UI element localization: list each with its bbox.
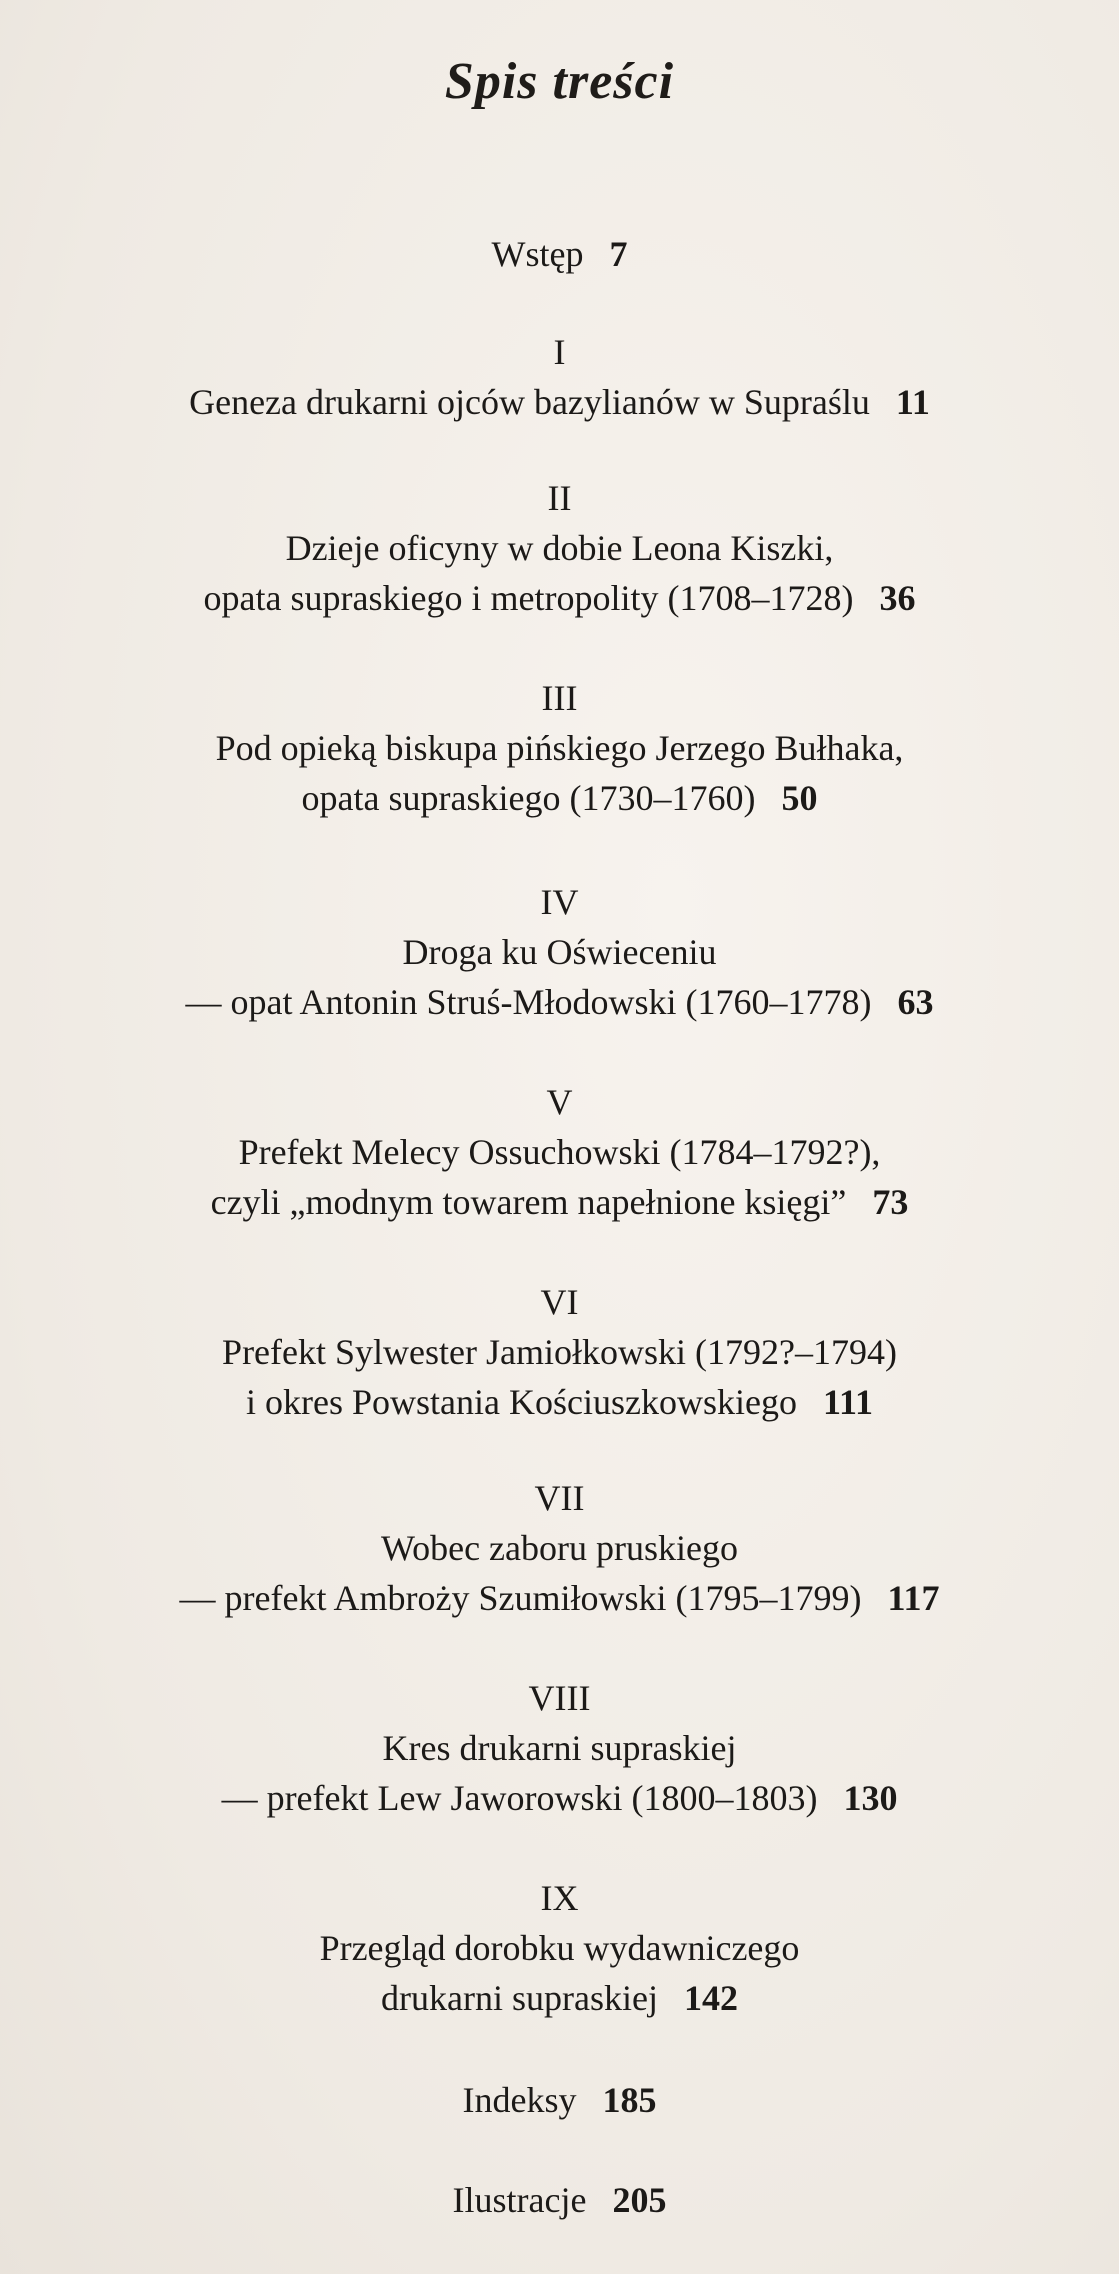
page-number: 142 (683, 1978, 738, 2018)
toc-entry-8 (0, 1776, 1119, 1820)
toc-entry-wstep (0, 232, 1119, 276)
toc-entry-1 (0, 380, 1119, 424)
entry-line-1: Dzieje oficyny w dobie Leona Kiszki, (285, 528, 834, 568)
entry-line-1: Prefekt Melecy Ossuchowski (1784–1792?), (238, 1132, 881, 1172)
entry-line-1: Kres drukarni supraskiej (382, 1728, 737, 1768)
toc-entry-3 (0, 776, 1119, 820)
entry-label: Ilustracje (452, 2180, 587, 2220)
entry-label: — prefekt Ambroży Szumiłowski (1795–1799) (179, 1578, 862, 1618)
entry-label: drukarni supraskiej (381, 1978, 658, 2018)
chapter-numeral: VIII (528, 1678, 591, 1718)
entry-line-1: Prefekt Sylwester Jamiołkowski (1792?–1794) (222, 1332, 897, 1372)
page-number: 73 (872, 1182, 909, 1222)
entry-label: Indeksy (462, 2080, 577, 2120)
chapter-numeral: IX (540, 1878, 579, 1918)
chapter-numeral: IV (540, 882, 579, 922)
toc-entry-4 (0, 980, 1119, 1024)
page-number: 205 (612, 2180, 667, 2220)
chapter-numeral: VI (540, 1282, 579, 1322)
entry-line-1: Przegląd dorobku wydawniczego (319, 1928, 800, 1968)
entry-label: — opat Antonin Struś-Młodowski (1760–1778) (185, 982, 872, 1022)
chapter-numeral: I (553, 332, 566, 372)
chapter-numeral: V (546, 1082, 573, 1122)
toc-entry-9 (0, 1976, 1119, 2020)
entry-label: — prefekt Lew Jaworowski (1800–1803) (221, 1778, 818, 1818)
page-number: 7 (609, 234, 628, 274)
entry-line-1: Pod opieką biskupa pińskiego Jerzego Bułhaka, (215, 728, 904, 768)
entry-label: opata supraskiego i metropolity (1708–1728) (203, 578, 854, 618)
page-number: 185 (602, 2080, 657, 2120)
page-number: 117 (887, 1578, 940, 1618)
toc-entry-7 (0, 1576, 1119, 1620)
entry-label: czyli „modnym towarem napełnione księgi” (210, 1182, 847, 1222)
toc-entry-6 (0, 1380, 1119, 1424)
page-title: Spis treści (444, 53, 675, 110)
entry-label: Wstęp (491, 234, 584, 274)
toc-entry-ilustracje (0, 2178, 1119, 2222)
page-number: 63 (897, 982, 934, 1022)
chapter-numeral: VII (534, 1478, 585, 1518)
entry-line-1: Wobec zaboru pruskiego (381, 1528, 738, 1568)
toc-entry-5 (0, 1180, 1119, 1224)
toc-entry-indeksy (0, 2078, 1119, 2122)
entry-label: i okres Powstania Kościuszkowskiego (246, 1382, 797, 1422)
page-number: 50 (781, 778, 818, 818)
entry-label: Geneza drukarni ojców bazylianów w Supraślu (189, 382, 870, 422)
chapter-numeral: II (547, 478, 572, 518)
page-number: 36 (879, 578, 916, 618)
entry-label: opata supraskiego (1730–1760) (301, 778, 756, 818)
page-number: 11 (895, 382, 930, 422)
toc-entry-2 (0, 576, 1119, 620)
page-number: 111 (822, 1382, 873, 1422)
page-number: 130 (843, 1778, 898, 1818)
chapter-numeral: III (541, 678, 578, 718)
entry-line-1: Droga ku Oświeceniu (402, 932, 717, 972)
